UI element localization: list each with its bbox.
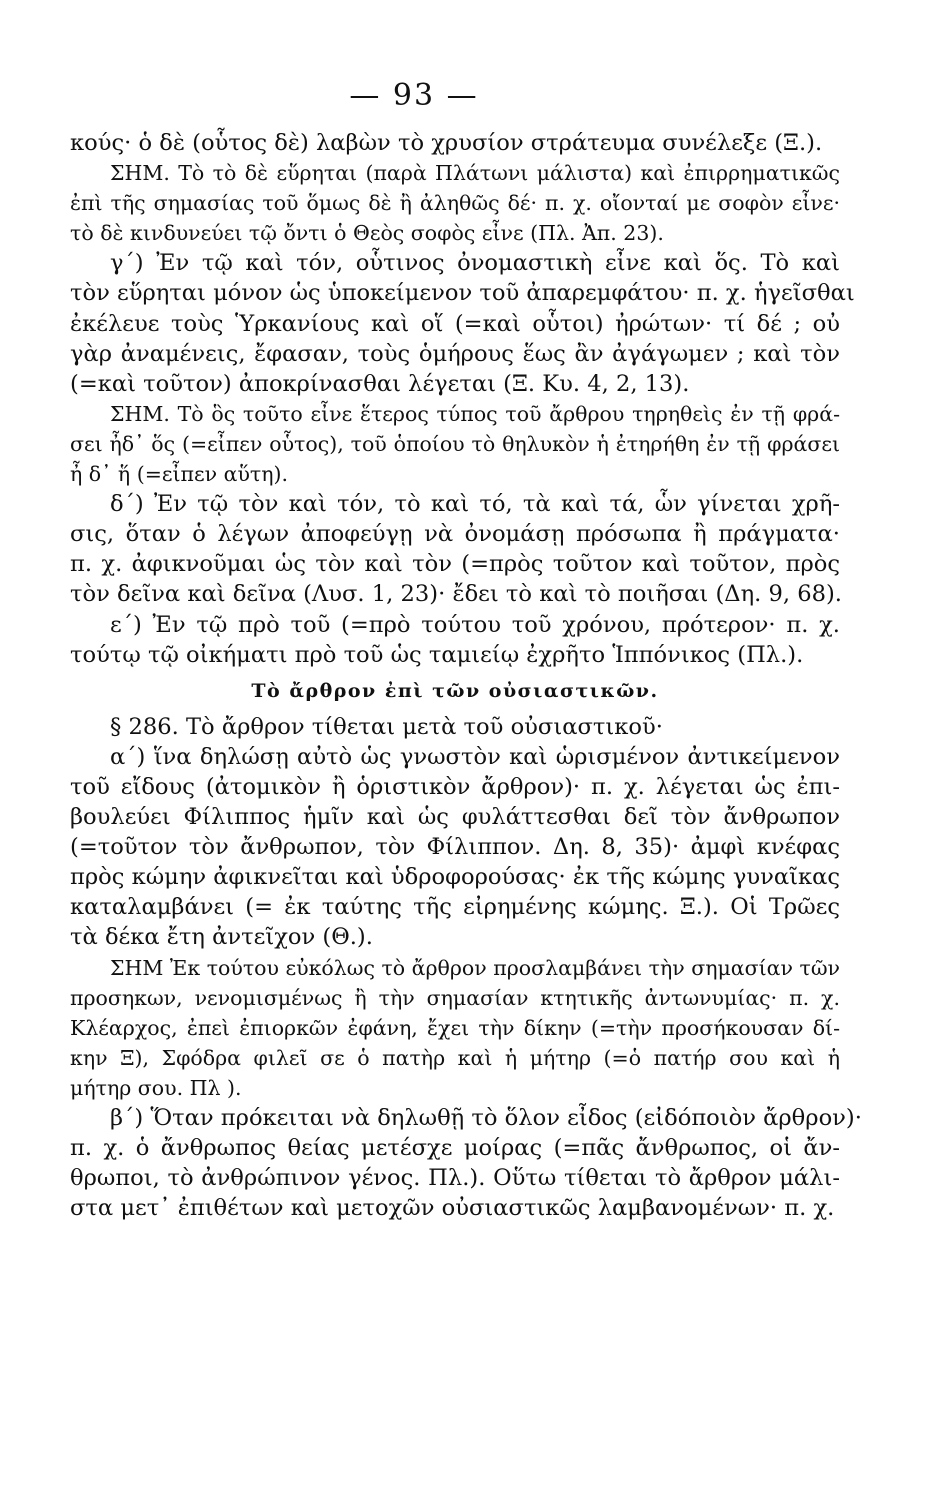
text-line: προσηκων, νενομισμένως ἢ τὴν σημασίαν κτητικῆς ἀντωνυμίας· π. χ. — [70, 985, 840, 1010]
text-line: (=τοῦτον τὸν ἄνθρωπον, τὸν Φίλιππον. Δη. 8, 35)· ἀμφὶ κνέφας — [70, 834, 840, 861]
text-line: π. χ. ὁ ἄνθρωπος θείας μετέσχε μοίρας (=πᾶς ἄνθρωπος, οἱ ἄν- — [70, 1135, 840, 1162]
text-line: τὰ δέκα ἔτη ἀντεῖχον (Θ.). — [70, 924, 373, 951]
text-line: ΣΗΜ. Τὸ τὸ δὲ εὕρηται (παρὰ Πλάτωνι μάλιστα) καὶ ἐπιρρηματικῶς — [110, 161, 840, 186]
text-line: μήτηρ σου. Πλ ). — [70, 1075, 242, 1100]
text-line: Κλέαρχος, ἐπεὶ ἐπιορκῶν ἐφάνη, ἔχει τὴν δίκην (=τὴν προσήκουσαν δί- — [70, 1015, 840, 1040]
text-line: ΣΗΜ. Τὸ ὃς τοῦτο εἶνε ἕτερος τύπος τοῦ ἄρθρου τηρηθεὶς ἐν τῇ φρά- — [110, 401, 840, 426]
text-line: στα μετ᾽ ἐπιθέτων καὶ μετοχῶν οὐσιαστικῶς λαμβανομένων· π. χ. — [70, 1195, 835, 1222]
text-line: (=καὶ τοῦτον) ἀποκρίνασθαι λέγεται (Ξ. Κυ. 4, 2, 13). — [70, 370, 690, 397]
text-line: ε´) Ἐν τῷ πρὸ τοῦ (=πρὸ τούτου τοῦ χρόνου, πρότερον· π. χ. — [110, 611, 840, 638]
text-line: β´) Ὅταν πρόκειται νὰ δηλωθῇ τὸ ὅλον εἶδος (εἰδόποιὸν ἄρθρον)· — [110, 1105, 862, 1131]
text-paragraph — [70, 712, 840, 742]
note-paragraph — [70, 399, 840, 489]
text-line: π. χ. ἀφικνοῦμαι ὡς τὸν καὶ τὸν (=πρὸς τοῦτον καὶ τοῦτον, πρὸς — [70, 551, 840, 578]
text-line: κούς· ὁ δὲ (οὗτος δὲ) λαβὼν τὸ χρυσίον στράτευμα συνέλεξε (Ξ.). — [70, 130, 823, 156]
text-paragraph — [70, 742, 840, 953]
text-line: τοῦ εἴδους (ἀτομικὸν ἢ ὁριστικὸν ἄρθρον)· π. χ. λέγεται ὡς ἐπι- — [70, 773, 840, 800]
text-paragraph — [70, 489, 840, 609]
text-line: ἐπὶ τῆς σημασίας τοῦ ὅμως δὲ ἢ ἀληθῶς δέ· π. χ. οἴονταί με σοφὸν εἶνε· — [70, 191, 840, 216]
text-line: σει ἦδ᾽ ὅς (=εἶπεν οὗτος), τοῦ ὁποίου τὸ θηλυκὸν ἡ ἐτηρήθη ἐν τῇ φράσει — [70, 431, 840, 456]
text-line: γ´) Ἐν τῷ καὶ τόν, οὗτινος ὀνομαστικὴ εἶνε καὶ ὅς. Τὸ καὶ — [110, 250, 840, 277]
text-paragraph — [70, 610, 840, 670]
text-paragraph — [70, 248, 855, 398]
note-paragraph — [70, 158, 840, 248]
text-line: τὸν εὕρηται μόνον ὡς ὑποκείμενον τοῦ ἀπαρεμφάτου· π. χ. ἡγεῖσθαι — [70, 280, 855, 307]
text-line: θρωποι, τὸ ἀνθρώπινον γένος. Πλ.). Οὕτω τίθεται τὸ ἄρθρον μάλι- — [70, 1165, 840, 1192]
text-line: τὸ δὲ κινδυνεύει τῷ ὄντι ὁ Θεὸς σοφὸς εἶνε (Πλ. Ἀπ. 23). — [70, 221, 664, 246]
text-line: Τὸ ἄρθρον ἐπὶ τῶν οὐσιαστικῶν. — [251, 679, 659, 702]
text-paragraph — [70, 1103, 862, 1223]
text-line: α´) ἵνα δηλώσῃ αὐτὸ ὡς γνωστὸν καὶ ὡρισμένον ἀντικείμενον — [110, 743, 840, 770]
text-line: κην Ξ), Σφόδρα φιλεῖ σε ὁ πατὴρ καὶ ἡ μήτηρ (=ὁ πατήρ σου καὶ ἡ — [70, 1045, 840, 1070]
text-line: ἦ δ᾽ ἥ (=εἶπεν αὕτη). — [70, 462, 289, 487]
text-paragraph — [70, 128, 840, 158]
text-line: δ´) Ἐν τῷ τὸν καὶ τόν, τὸ καὶ τό, τὰ καὶ τά, ὧν γίνεται χρῆ- — [110, 491, 840, 518]
section-heading — [70, 676, 840, 706]
page-body — [70, 128, 862, 1223]
text-line: ἐκέλευε τοὺς Ὑρκανίους καὶ οἵ (=καὶ οὗτοι) ἠρώτων· τί δέ ; οὐ — [70, 310, 840, 337]
text-line: τὸν δεῖνα καὶ δεῖνα (Λυσ. 1, 23)· ἔδει τὸ καὶ τὸ ποιῆσαι (Δη. 9, 68). — [70, 581, 842, 608]
text-line: βουλεύει Φίλιππος ἡμῖν καὶ ὡς φυλάττεσθαι δεῖ τὸν ἄνθρωπον — [70, 804, 840, 831]
note-paragraph — [70, 953, 840, 1103]
page-number: — 93 — — [349, 78, 479, 113]
text-line: καταλαμβάνει (= ἐκ ταύτης τῆς εἰρημένης κώμης. Ξ.). Οἱ Τρῶες — [70, 894, 840, 921]
text-line: σις, ὅταν ὁ λέγων ἀποφεύγῃ νὰ ὀνομάσῃ πρόσωπα ἢ πράγματα· — [70, 521, 840, 548]
text-line: γὰρ ἀναμένεις, ἔφασαν, τοὺς ὁμήρους ἕως ἂν ἀγάγωμεν ; καὶ τὸν — [70, 340, 840, 367]
text-line: ΣΗΜ Ἐκ τούτου εὐκόλως τὸ ἄρθρον προσλαμβάνει τὴν σημασίαν τῶν — [110, 955, 841, 980]
text-line: πρὸς κώμην ἀφικνεῖται καὶ ὑδροφορούσας· ἐκ τῆς κώμης γυναῖκας — [70, 864, 840, 891]
text-line: § 286. Τὸ ἄρθρον τίθεται μετὰ τοῦ οὐσιαστικοῦ· — [110, 713, 663, 740]
text-line: τούτῳ τῷ οἰκήματι πρὸ τοῦ ὡς ταμιείῳ ἐχρῆτο Ἱππόνικος (Πλ.). — [70, 641, 804, 668]
